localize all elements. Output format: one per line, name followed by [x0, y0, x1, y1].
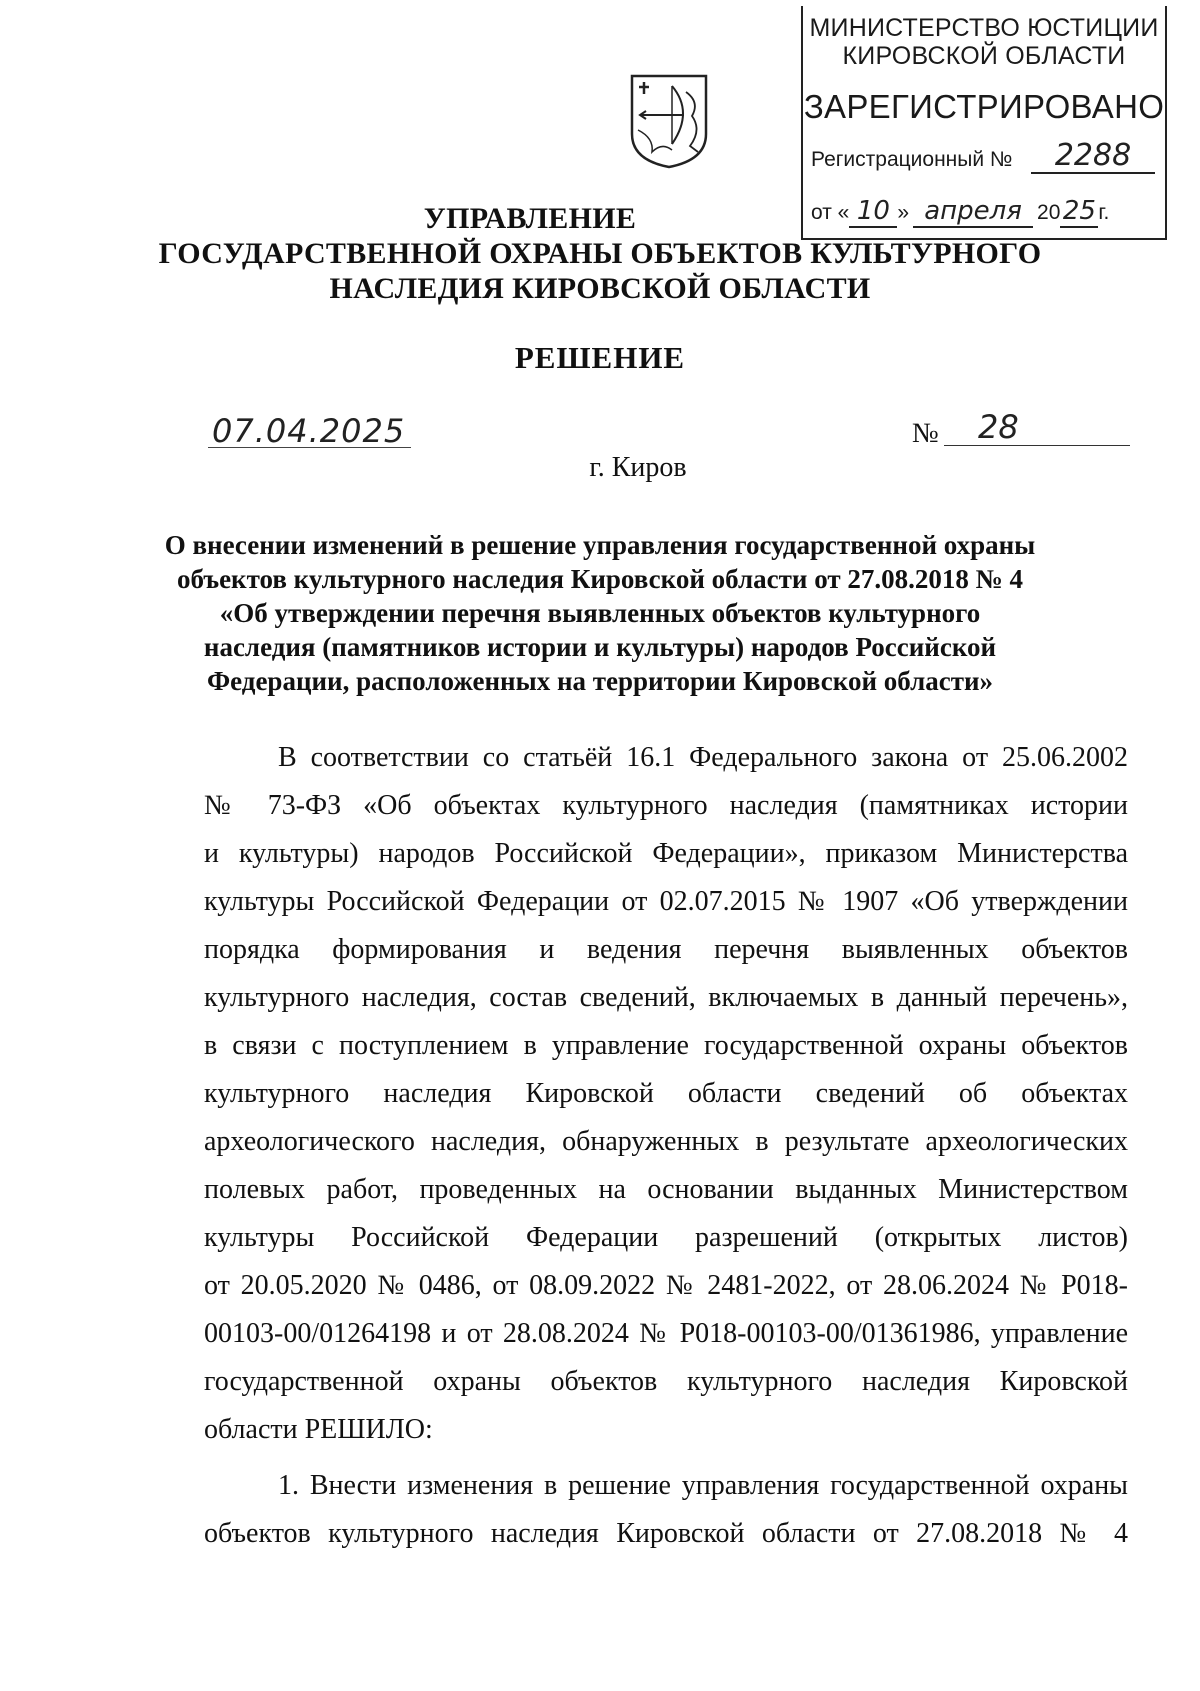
- stamp-date-month: апреля: [913, 196, 1033, 228]
- title-line: О внесении изменений в решение управления государственной охраны: [164, 530, 1036, 560]
- text-line: культуры Российской Федерации от 02.07.2015 № 1907 «Об утверждении: [204, 886, 1128, 917]
- document-date: 07.04.2025: [212, 412, 406, 450]
- header-line-3: НАСЛЕДИЯ КИРОВСКОЙ ОБЛАСТИ: [329, 272, 871, 305]
- stamp-registered-label: ЗАРЕГИСТРИРОВАНО: [803, 88, 1165, 125]
- text-line: государственной охраны объектов культурного наследия Кировской: [204, 1366, 1128, 1397]
- stamp-date-year: 25: [1060, 196, 1098, 228]
- text-line: от 20.05.2020 № 0486, от 08.09.2022 № 2481-2022, от 28.06.2024 № Р018-: [204, 1270, 1128, 1301]
- title-line: Федерации, расположенных на территории Кировской области»: [206, 666, 994, 696]
- coat-of-arms-emblem-icon: [628, 72, 710, 170]
- decision-item-1: [204, 1462, 1128, 1558]
- document-type-heading: РЕШЕНИЕ: [514, 340, 686, 375]
- text-line: культурного наследия, состав сведений, включаемых в данный перечень»,: [204, 982, 1128, 1013]
- header-line-1: УПРАВЛЕНИЕ: [423, 202, 637, 235]
- stamp-reg-number-label: Регистрационный №: [811, 148, 1013, 171]
- text-line: области РЕШИЛО:: [204, 1414, 433, 1445]
- text-line: объектов культурного наследия Кировской области от 27.08.2018 № 4: [204, 1518, 1128, 1549]
- text-line: полевых работ, проведенных на основании выданных Министерством: [204, 1174, 1128, 1205]
- text-line: № 73-ФЗ «Об объектах культурного наследия (памятниках истории: [204, 790, 1128, 821]
- title-line: «Об утверждении перечня выявленных объектов культурного: [219, 598, 981, 628]
- text-line: 1. Внести изменения в решение управления государственной охраны: [278, 1470, 1128, 1501]
- stamp-ministry-name: МИНИСТЕРСТВО ЮСТИЦИИ КИРОВСКОЙ ОБЛАСТИ: [809, 14, 1159, 70]
- document-number: 28: [944, 408, 1130, 446]
- city-label: г. Киров: [589, 452, 687, 483]
- preamble-paragraph: [204, 734, 1128, 1454]
- title-line: наследия (памятников истории и культуры) народов Российской: [203, 632, 997, 662]
- stamp-date: от « 10 » апреля 2025 г.: [811, 196, 1110, 226]
- document-title: [150, 528, 1050, 698]
- text-line: культуры Российской Федерации разрешений (открытых листов): [204, 1222, 1128, 1253]
- number-sign: №: [912, 418, 939, 449]
- text-line: археологического наследия, обнаруженных в результате археологических: [204, 1126, 1128, 1157]
- text-line: в связи с поступлением в управление государственной охраны объектов: [204, 1030, 1128, 1061]
- title-line: объектов культурного наследия Кировской области от 27.08.2018 № 4: [177, 564, 1023, 594]
- stamp-reg-number-value: 2288: [1031, 138, 1155, 174]
- text-line: порядка формирования и ведения перечня выявленных объектов: [204, 934, 1128, 965]
- header-line-2: ГОСУДАРСТВЕННОЙ ОХРАНЫ ОБЪЕКТОВ КУЛЬТУРНОГО: [158, 237, 1042, 270]
- text-line: В соответствии со статьёй 16.1 Федерального закона от 25.06.2002: [278, 742, 1128, 773]
- stamp-date-day: 10: [849, 196, 897, 228]
- text-line: культурного наследия Кировской области сведений об объектах: [204, 1078, 1128, 1109]
- text-line: и культуры) народов Российской Федерации», приказом Министерства: [204, 838, 1128, 869]
- text-line: 00103-00/01264198 и от 28.08.2024 № Р018-00103-00/01361986, управление: [204, 1318, 1128, 1349]
